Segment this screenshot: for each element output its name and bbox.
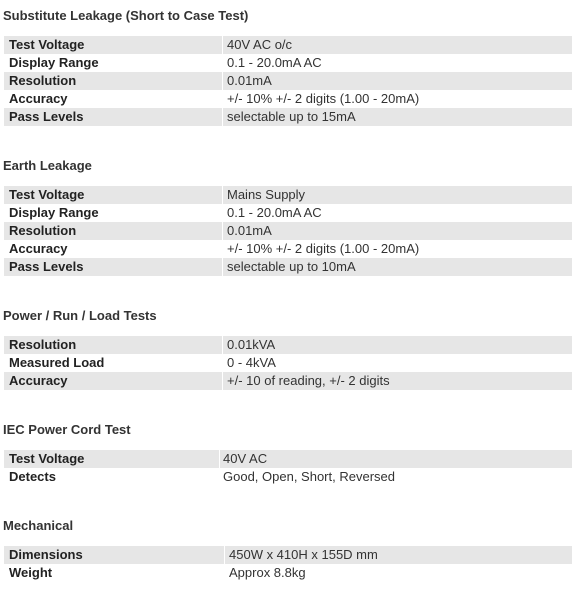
spec-value: 0.01kVA xyxy=(222,336,572,354)
section-heading-substitute-leakage: Substitute Leakage (Short to Case Test) xyxy=(3,8,249,23)
table-row xyxy=(4,372,572,390)
spec-value: 40V AC xyxy=(219,450,572,468)
spec-value: +/- 10% +/- 2 digits (1.00 - 20mA) xyxy=(222,240,572,258)
spec-label: Resolution xyxy=(4,336,222,354)
table-row xyxy=(4,354,572,372)
table-row xyxy=(4,240,572,258)
spec-value: 450W x 410H x 155D mm xyxy=(224,546,572,564)
table-row xyxy=(4,222,572,240)
table-row xyxy=(4,336,572,354)
spec-value: 0.01mA xyxy=(222,222,572,240)
table-row xyxy=(4,204,572,222)
spec-label: Pass Levels xyxy=(4,258,222,276)
spec-value: Good, Open, Short, Reversed xyxy=(219,468,572,486)
table-row xyxy=(4,90,572,108)
spec-label: Accuracy xyxy=(9,241,68,256)
spec-label: Accuracy xyxy=(4,372,222,390)
table-row xyxy=(4,186,572,204)
spec-value: 0 - 4kVA xyxy=(222,354,572,372)
table-row xyxy=(4,468,572,486)
spec-label: Display Range xyxy=(9,205,99,220)
spec-value: +/- 10% +/- 2 digits (1.00 - 20mA) xyxy=(222,90,572,108)
spec-label: Pass Levels xyxy=(4,108,222,126)
spec-value: 0.01mA xyxy=(222,72,572,90)
spec-label: Resolution xyxy=(4,72,222,90)
spec-label: Detects xyxy=(9,469,56,484)
table-row xyxy=(4,546,572,564)
table-row xyxy=(4,54,572,72)
spec-label: Test Voltage xyxy=(4,450,219,468)
spec-label: Accuracy xyxy=(9,91,68,106)
spec-value: Approx 8.8kg xyxy=(224,564,572,582)
spec-value: Mains Supply xyxy=(222,186,572,204)
spec-value: selectable up to 15mA xyxy=(222,108,572,126)
table-row xyxy=(4,36,572,54)
spec-value: +/- 10 of reading, +/- 2 digits xyxy=(222,372,572,390)
spec-value: 0.1 - 20.0mA AC xyxy=(222,204,572,222)
section-heading-mechanical: Mechanical xyxy=(3,518,74,533)
spec-table-power-run-load xyxy=(4,336,572,390)
spec-label: Test Voltage xyxy=(4,186,222,204)
spec-table-substitute-leakage xyxy=(4,36,572,126)
spec-value: 40V AC o/c xyxy=(222,36,572,54)
section-heading-earth-leakage: Earth Leakage xyxy=(3,158,92,173)
section-heading-iec-power-cord: IEC Power Cord Test xyxy=(3,422,131,437)
table-row xyxy=(4,564,572,582)
spec-label: Weight xyxy=(9,565,53,580)
table-row xyxy=(4,258,572,276)
spec-label: Dimensions xyxy=(4,546,224,564)
table-row xyxy=(4,450,572,468)
table-row xyxy=(4,72,572,90)
spec-value: selectable up to 10mA xyxy=(222,258,572,276)
spec-table-iec-power-cord xyxy=(4,450,572,486)
spec-table-mechanical xyxy=(4,546,572,582)
spec-label: Resolution xyxy=(4,222,222,240)
spec-label: Display Range xyxy=(9,55,99,70)
spec-table-earth-leakage xyxy=(4,186,572,276)
table-row xyxy=(4,108,572,126)
spec-label: Measured Load xyxy=(9,355,105,370)
section-heading-power-run-load: Power / Run / Load Tests xyxy=(3,308,157,323)
spec-label: Test Voltage xyxy=(4,36,222,54)
spec-value: 0.1 - 20.0mA AC xyxy=(222,54,572,72)
